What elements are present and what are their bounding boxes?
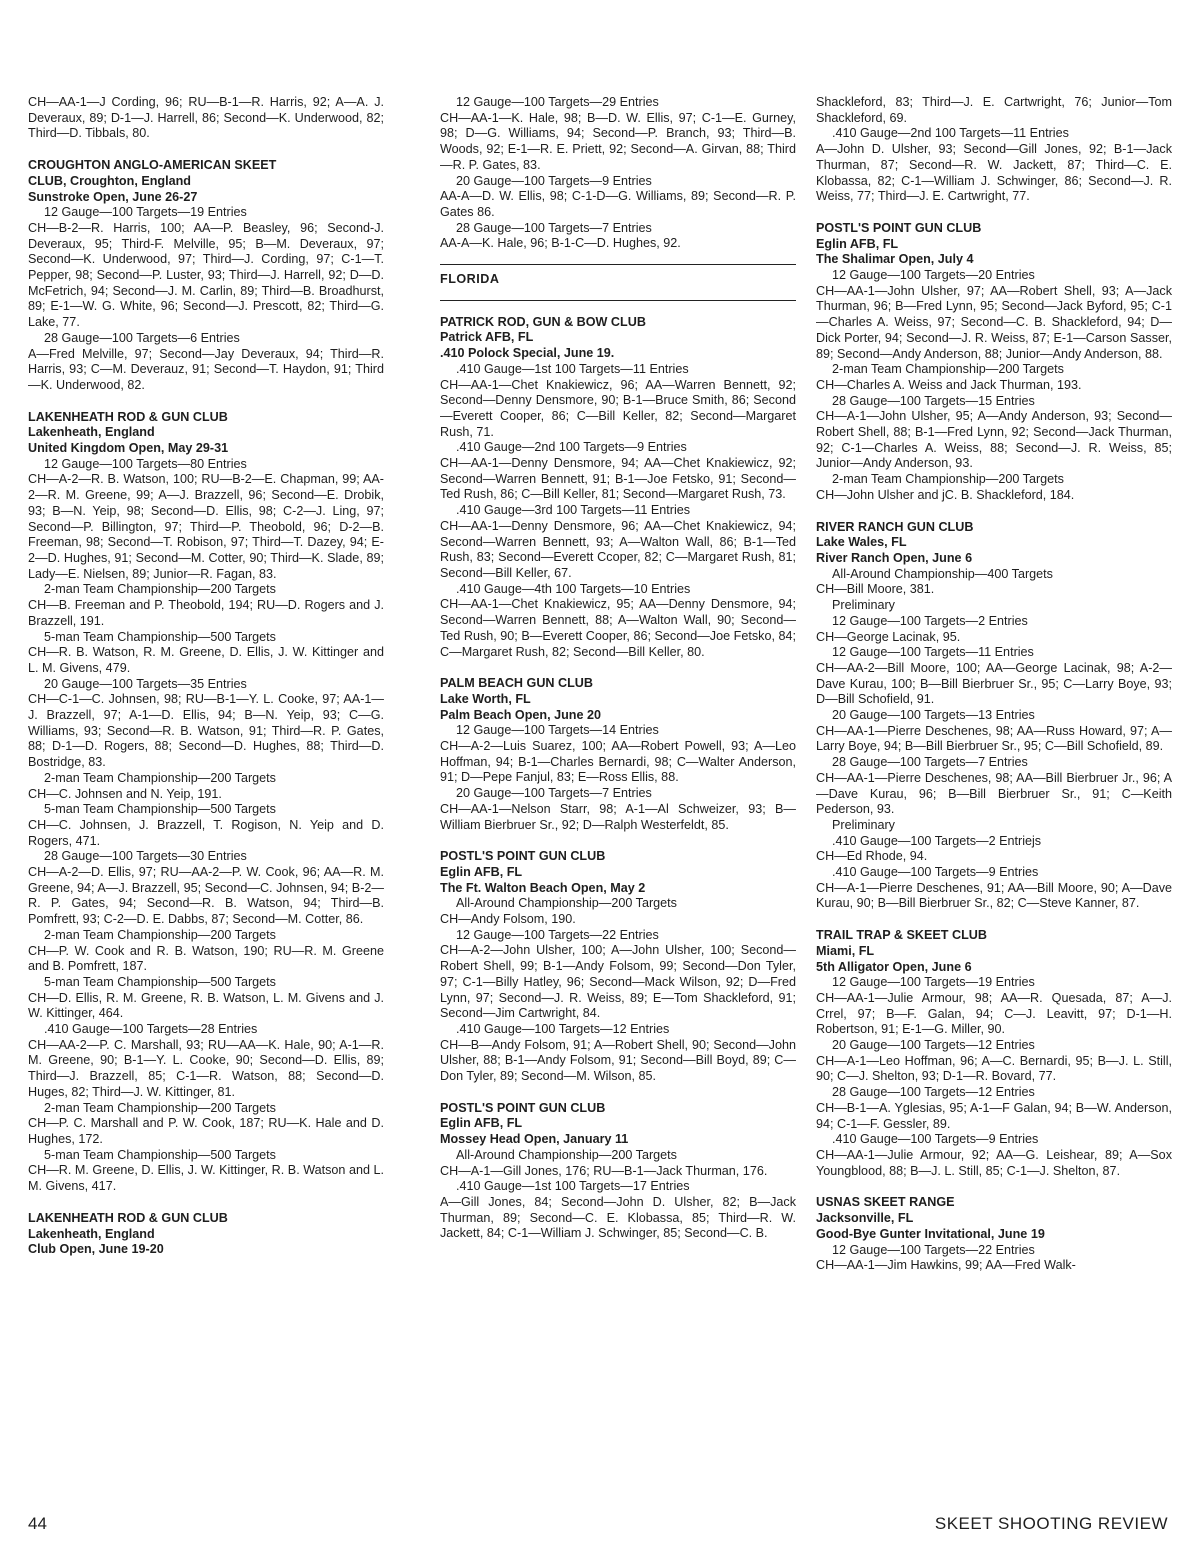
results-text: AA-A—K. Hale, 96; B-1-C—D. Hughes, 92.: [440, 236, 681, 251]
event-category: .410 Gauge—1st 100 Targets—17 Entries: [456, 1179, 690, 1194]
event-category: 12 Gauge—100 Targets—19 Entries: [832, 975, 1035, 990]
results-text: CH—A-2—R. B. Watson, 100; RU—B-2—E. Chapman, 99; AA-2—R. M. Greene, 99; A—J. Brazzell, 96; Second—E. Drobik, 93; B—N. Yeip, 98; Second—D. Ellis, 98; C-2—J. Ling, 97; Second—P. Billington, 97; Third—P. Theobold, 96; D-2—B. Freeman, 98; Second—T. Robison, 97; Third—T. Dazey, 94; E-2—D. Hughes, 91; Second—M. Cotter, 90; Third—K. Slade, 89; Lady—E. Nielsen, 89; Junior—R. Fagan, 83.: [28, 472, 384, 581]
results-text: CH—A-2—Luis Suarez, 100; AA—Robert Powell, 93; A—Leo Hoffman, 94; B-1—Charles Bernardi, 98; C—Walter Anderson, 91; D—Pepe Fanjul, 83; E—Ross Ellis, 88.: [440, 739, 796, 785]
event-category: All-Around Championship—200 Targets: [456, 896, 677, 911]
results-text: CH—Andy Folsom, 190.: [440, 912, 576, 927]
club-location: Eglin AFB, FL: [440, 864, 523, 879]
results-text: Shackleford, 83; Third—J. E. Cartwright, 76; Junior—Tom Shackleford, 69.: [816, 95, 1172, 125]
results-text: CH—AA-1—Jim Hawkins, 99; AA—Fred Walk-: [816, 1258, 1076, 1273]
event-category: 28 Gauge—100 Targets—15 Entries: [832, 393, 1035, 408]
event-category: 12 Gauge—100 Targets—22 Entries: [832, 1242, 1035, 1257]
results-text: A—Fred Melville, 97; Second—Jay Deveraux, 94; Third—R. Harris, 93; C—M. Deverauz, 91; Second—T. Haydon, 91; Third—K. Underwood, 82.: [28, 346, 384, 392]
results-text: CH—AA-1—Julie Armour, 92; AA—G. Leishear, 89; A—Sox Youngblood, 88; B—J. L. Still, 85; C-1—J. Shelton, 87.: [816, 1148, 1172, 1178]
results-text: CH—Charles A. Weiss and Jack Thurman, 193.: [816, 377, 1082, 392]
results-text: CH—AA-1—Denny Densmore, 94; AA—Chet Knakiewicz, 92; Second—Warren Bennett, 91; B-1—Joe Fetsko, 91; Second—Ted Rush, 86; C—Bill Keller, 81; Second—Margaret Rush, 73.: [440, 456, 796, 502]
column-1: [28, 95, 384, 1258]
results-text: CH—C-1—C. Johnsen, 98; RU—B-1—Y. L. Cooke, 97; AA-1—J. Brazzell, 97; A-1—D. Ellis, 94; B—N. Yeip, 93; C—G. Williams, 93; Second—R. B. Watson, 91; Third—R. P. Gates, 88; D-1—D. Rogers, 88; Second—D. Hughes, 88; Third—D. Bostridge, 83.: [28, 692, 384, 770]
column-2: [440, 95, 796, 1242]
results-text: CH—B-1—A. Yglesias, 95; A-1—F Galan, 94; B—W. Anderson, 94; C-1—F. Gessler, 89.: [816, 1100, 1172, 1131]
club-location: Jacksonville, FL: [816, 1211, 914, 1226]
event-category: .410 Gauge—2nd 100 Targets—11 Entries: [832, 126, 1069, 141]
event-title: Mossey Head Open, January 11: [440, 1132, 629, 1147]
club-location: Miami, FL: [816, 943, 875, 958]
results-text: CH—B. Freeman and P. Theobold, 194; RU—D. Rogers and J. Brazzell, 191.: [28, 598, 384, 628]
results-text: CH—P. C. Marshall and P. W. Cook, 187; RU—K. Hale and D. Hughes, 172.: [28, 1116, 384, 1146]
event-category: 12 Gauge—100 Targets—19 Entries: [44, 205, 247, 220]
event-category: 12 Gauge—100 Targets—2 Entries: [832, 613, 1028, 628]
event-category: 20 Gauge—100 Targets—12 Entries: [832, 1038, 1035, 1053]
event-title: United Kingdom Open, May 29-31: [28, 441, 229, 456]
results-text: CH—B-2—R. Harris, 100; AA—P. Beasley, 96; Second-J. Deveraux, 95; Third-F. Melville, 95; B—M. Deveraux, 97; Second—K. Underwood, 97; Third—J. Cording, 97; C-1—T. Pepper, 98; Second—P. Luster, 93; Third—J. Harrell, 92; D—D. McFetrich, 94; Second—J. M. Carlin, 89; Third—B. Broadhurst, 89; E-1—W. G. White, 96; Second—J. Prescott, 82; Third—G. Lake, 77.: [28, 220, 384, 330]
results-text: CH—AA-1—J Cording, 96; RU—B-1—R. Harris, 92; A—A. J. Deveraux, 89; D-1—J. Harrell, 86; Second—K. Underwood, 82; Third—D. Tibbals, 80.: [28, 95, 384, 141]
event-category: 5-man Team Championship—500 Targets: [44, 629, 276, 644]
event-title: .410 Polock Special, June 19.: [440, 346, 615, 361]
event-category: 28 Gauge—100 Targets—7 Entries: [456, 220, 652, 235]
results-text: A—John D. Ulsher, 93; Second—Gill Jones, 92; B-1—Jack Thurman, 87; Second—R. W. Jackett, 87; Third—C. E. Klobassa, 82; C-1—William J. Schwinger, 86; Second—J. R. Weiss, 77; Third—J. E. Cartwright, 77.: [816, 142, 1172, 204]
event-title: Good-Bye Gunter Invitational, June 19: [816, 1226, 1045, 1241]
results-text: CH—Bill Moore, 381.: [816, 582, 935, 597]
results-text: AA-A—D. W. Ellis, 98; C-1-D—G. Williams, 89; Second—R. P. Gates 86.: [440, 189, 796, 219]
event-category: All-Around Championship—400 Targets: [832, 566, 1053, 581]
club-name: USNAS SKEET RANGE: [816, 1195, 955, 1210]
event-category: 2-man Team Championship—200 Targets: [44, 770, 276, 785]
event-category: Preliminary: [832, 817, 895, 832]
club-location: Lakenheath, England: [28, 1226, 155, 1241]
column-3: [816, 95, 1172, 1274]
results-text: CH—A-1—Leo Hoffman, 96; A—C. Bernardi, 95; B—J. L. Still, 90; C—J. Shelton, 93; D-1—R. Bovard, 77.: [816, 1053, 1172, 1084]
event-title: Club Open, June 19-20: [28, 1242, 164, 1257]
results-text: CH—C. Johnsen, J. Brazzell, T. Rogison, N. Yeip and D. Rogers, 471.: [28, 817, 384, 848]
event-category: 5-man Team Championship—500 Targets: [44, 1147, 276, 1162]
results-text: CH—George Lacinak, 95.: [816, 629, 961, 644]
page-number: 44: [28, 1514, 47, 1533]
results-text: CH—Ed Rhode, 94.: [816, 849, 928, 864]
results-text: CH—A-1—Gill Jones, 176; RU—B-1—Jack Thurman, 176.: [440, 1163, 768, 1178]
event-category: 20 Gauge—100 Targets—7 Entries: [456, 786, 652, 801]
event-category: 12 Gauge—100 Targets—14 Entries: [456, 723, 659, 738]
results-text: CH—AA-1—Julie Armour, 98; AA—R. Quesada, 87; A—J. Crrel, 97; B—F. Galan, 94; C—J. Leavitt, 97; D-1—H. Robertson, 91; E-1—G. Miller, 90.: [816, 990, 1172, 1037]
club-location: Eglin AFB, FL: [440, 1116, 523, 1131]
results-text: CH—A-1—John Ulsher, 95; A—Andy Anderson, 93; Second—Robert Shell, 88; B-1—Fred Lynn, 92; Second—Jack Thurman, 92; C-1—Charles A. Weiss, 88; Second—J. R. Weiss, 85; Junior—Andy Anderson, 93.: [816, 409, 1172, 471]
event-category: .410 Gauge—100 Targets—28 Entries: [44, 1022, 258, 1037]
results-text: CH—D. Ellis, R. M. Greene, R. B. Watson, L. M. Givens and J. W. Kittinger, 464.: [28, 990, 384, 1021]
event-category: 2-man Team Championship—200 Targets: [832, 472, 1064, 487]
results-text: CH—A-2—John Ulsher, 100; A—John Ulsher, 100; Second—Robert Shell, 99; B-1—Andy Folsom, 99; Second—Don Tyler, 97; C-1—Billy Hatley, 96; Second—Mack Wilson, 92; D—Fred Lynn, 97; Second—J. R. Weiss, 89; E—Tom Shackleford, 91; Second—Jim Cartwright, 84.: [440, 943, 796, 1021]
event-category: 12 Gauge—100 Targets—11 Entries: [832, 645, 1034, 660]
event-category: 2-man Team Championship—200 Targets: [44, 582, 276, 597]
results-text: CH—R. M. Greene, D. Ellis, J. W. Kittinger, R. B. Watson and L. M. Givens, 417.: [28, 1163, 384, 1194]
club-name: POSTL'S POINT GUN CLUB: [440, 849, 606, 864]
club-name: TRAIL TRAP & SKEET CLUB: [816, 928, 987, 943]
results-text: CH—AA-1—K. Hale, 98; B—D. W. Ellis, 97; C-1—E. Gurney, 98; D—G. Williams, 94; Second—P. Branch, 93; Third—B. Woods, 92; E-1—R. E. Priett, 92; Second—A. Girvan, 88; Third—R. P. Gates, 83.: [440, 110, 796, 172]
event-title: 5th Alligator Open, June 6: [816, 959, 972, 974]
event-category: 20 Gauge—100 Targets—13 Entries: [832, 708, 1035, 723]
club-name: LAKENHEATH ROD & GUN CLUB: [28, 409, 228, 424]
event-category: .410 Gauge—2nd 100 Targets—9 Entries: [456, 440, 687, 455]
event-title: The Ft. Walton Beach Open, May 2: [440, 880, 646, 895]
state-heading: FLORIDA: [440, 264, 796, 301]
event-category: 2-man Team Championship—200 Targets: [44, 927, 276, 942]
event-category: .410 Gauge—4th 100 Targets—10 Entries: [456, 581, 691, 596]
club-location: Lake Worth, FL: [440, 691, 531, 706]
results-text: CH—AA-1—John Ulsher, 97; AA—Robert Shell, 93; A—Jack Thurman, 96; B—Fred Lynn, 95; Second—Jack Byford, 95; C-1—Charles A. Weiss, 97; Second—C. B. Shackleford, 94; D—Dick Porter, 94; Second—J. R. Weiss, 87; E-1—Carson Sasser, 89; Second—Andy Anderson, 88; Junior—Andy Anderson, 88.: [816, 283, 1172, 361]
club-name: POSTL'S POINT GUN CLUB: [816, 220, 982, 235]
event-category: 2-man Team Championship—200 Targets: [44, 1100, 276, 1115]
event-category: 28 Gauge—100 Targets—7 Entries: [832, 755, 1028, 770]
results-text: CH—A-2—D. Ellis, 97; RU—AA-2—P. W. Cook, 96; AA—R. M. Greene, 94; A—J. Brazzell, 95; Second—C. Johnsen, 94; B-2—R. P. Gates, 94; Second—R. B. Watson, 94; Third—B. Pomfrett, 93; C-2—D. E. Dabbs, 87; Second—M. Cotter, 86.: [28, 865, 384, 927]
club-name: LAKENHEATH ROD & GUN CLUB: [28, 1210, 228, 1225]
results-text: CH—B—Andy Folsom, 91; A—Robert Shell, 90; Second—John Ulsher, 88; B-1—Andy Folsom, 91; Second—Bill Boyd, 89; C—Don Tyler, 89; Second—M. Wilson, 85.: [440, 1037, 796, 1084]
results-text: CH—AA-2—Bill Moore, 100; AA—George Lacinak, 98; A-2—Dave Kurau, 100; B—Bill Bierbruer Sr., 95; C—Larry Boye, 93; D—Bill Schofield, 91.: [816, 660, 1172, 707]
event-title: Palm Beach Open, June 20: [440, 707, 601, 722]
results-text: CH—AA-1—Nelson Starr, 98; A-1—Al Schweizer, 93; B—William Bierbruer Sr., 92; D—Ralph Westerfeldt, 85.: [440, 801, 796, 832]
event-category: .410 Gauge—100 Targets—9 Entries: [832, 1132, 1039, 1147]
club-location: Lakenheath, England: [28, 425, 155, 440]
event-category: .410 Gauge—100 Targets—12 Entries: [456, 1021, 670, 1036]
club-location: Lake Wales, FL: [816, 535, 907, 550]
publication-title: SKEET SHOOTING REVIEW: [934, 1514, 1168, 1533]
event-category: 5-man Team Championship—500 Targets: [44, 802, 276, 817]
club-location: CLUB, Croughton, England: [28, 173, 191, 188]
event-category: 20 Gauge—100 Targets—9 Entries: [456, 173, 652, 188]
results-text: CH—AA-1—Denny Densmore, 96; AA—Chet Knakiewicz, 94; Second—Warren Bennett, 93; A—Walton Wall, 86; B-1—Ted Rush, 83; Second—Everett Ccoper, 82; C—Margaret Rush, 81; Second—Bill Keller, 67.: [440, 518, 796, 580]
event-category: 28 Gauge—100 Targets—12 Entries: [832, 1085, 1035, 1100]
results-text: CH—AA-2—P. C. Marshall, 93; RU—AA—K. Hale, 90; A-1—R. M. Greene, 90; B-1—Y. L. Cooke, 90; Second—D. Ellis, 89; Third—J. Brazzell, 85; C-1—R. Watson, 88; Second—D. Huges, 82; Third—J. W. Kittinger, 81.: [28, 1037, 384, 1099]
event-category: .410 Gauge—3rd 100 Targets—11 Entries: [456, 503, 691, 518]
results-text: CH—AA-1—Pierre Deschenes, 98; AA—Bill Bierbruer Jr., 96; A—Dave Kurau, 96; B—Bill Bierbruer Sr., 91; C—Keith Pederson, 93.: [816, 770, 1172, 817]
results-text: CH—C. Johnsen and N. Yeip, 191.: [28, 786, 222, 801]
event-category: 20 Gauge—100 Targets—35 Entries: [44, 676, 247, 691]
results-text: A—Gill Jones, 84; Second—John D. Ulsher, 82; B—Jack Thurman, 89; Second—C. E. Klobassa, 85; Third—R. W. Jackett, 84; C-1—William J. Schwinger, 85; Second—C. B.: [440, 1195, 796, 1241]
results-text: CH—R. B. Watson, R. M. Greene, D. Ellis, J. W. Kittinger and L. M. Givens, 479.: [28, 645, 384, 675]
event-category: Preliminary: [832, 598, 895, 613]
event-title: The Shalimar Open, July 4: [816, 252, 974, 267]
event-title: River Ranch Open, June 6: [816, 550, 973, 565]
club-name: RIVER RANCH GUN CLUB: [816, 519, 974, 534]
club-name: CROUGHTON ANGLO-AMERICAN SKEET: [28, 158, 277, 173]
event-category: 2-man Team Championship—200 Targets: [832, 362, 1064, 377]
event-category: 12 Gauge—100 Targets—80 Entries: [44, 456, 247, 471]
club-name: PALM BEACH GUN CLUB: [440, 676, 593, 691]
event-category: All-Around Championship—200 Targets: [456, 1147, 677, 1162]
event-category: 5-man Team Championship—500 Targets: [44, 974, 276, 989]
event-category: 28 Gauge—100 Targets—6 Entries: [44, 330, 240, 345]
event-category: 12 Gauge—100 Targets—29 Entries: [456, 95, 659, 109]
event-category: .410 Gauge—100 Targets—9 Entries: [832, 865, 1039, 880]
event-category: .410 Gauge—1st 100 Targets—11 Entries: [456, 361, 689, 376]
results-text: CH—P. W. Cook and R. B. Watson, 190; RU—R. M. Greene and B. Pomfrett, 187.: [28, 943, 384, 974]
event-category: .410 Gauge—100 Targets—2 Entriejs: [832, 833, 1042, 848]
results-text: CH—AA-1—Pierre Deschenes, 98; AA—Russ Howard, 97; A—Larry Boye, 94; B—Bill Bierbruer Sr., 95; C—Bill Schofield, 89.: [816, 723, 1172, 754]
club-name: POSTL'S POINT GUN CLUB: [440, 1100, 606, 1115]
club-name: PATRICK ROD, GUN & BOW CLUB: [440, 314, 646, 329]
club-location: Eglin AFB, FL: [816, 236, 899, 251]
event-category: 28 Gauge—100 Targets—30 Entries: [44, 849, 247, 864]
results-text: CH—AA-1—Chet Knakiewicz, 96; AA—Warren Bennett, 92; Second—Denny Densmore, 90; B-1—Bruce Smith, 86; Second—Everett Cooper, 86; C—Bill Keller, 82; Second—Margaret Rush, 71.: [440, 377, 796, 439]
results-text: CH—AA-1—Chet Knakiewicz, 95; AA—Denny Densmore, 94; Second—Warren Bennett, 88; A—Walton Wall, 90; Second—Ted Rush, 90; B—Everett Cooper, 86; Second—Joe Fetsko, 84; C—Margaret Rush, 82; Second—Bill Keller, 80.: [440, 597, 796, 659]
results-text: CH—John Ulsher and jC. B. Shackleford, 184.: [816, 487, 1075, 502]
event-category: 12 Gauge—100 Targets—20 Entries: [832, 268, 1035, 283]
event-title: Sunstroke Open, June 26-27: [28, 189, 198, 204]
results-text: CH—A-1—Pierre Deschenes, 91; AA—Bill Moore, 90; A—Dave Kurau, 90; B—Bill Bierbruer Sr., 82; C—Steve Kanner, 87.: [816, 880, 1172, 911]
event-category: 12 Gauge—100 Targets—22 Entries: [456, 927, 659, 942]
club-location: Patrick AFB, FL: [440, 330, 534, 345]
